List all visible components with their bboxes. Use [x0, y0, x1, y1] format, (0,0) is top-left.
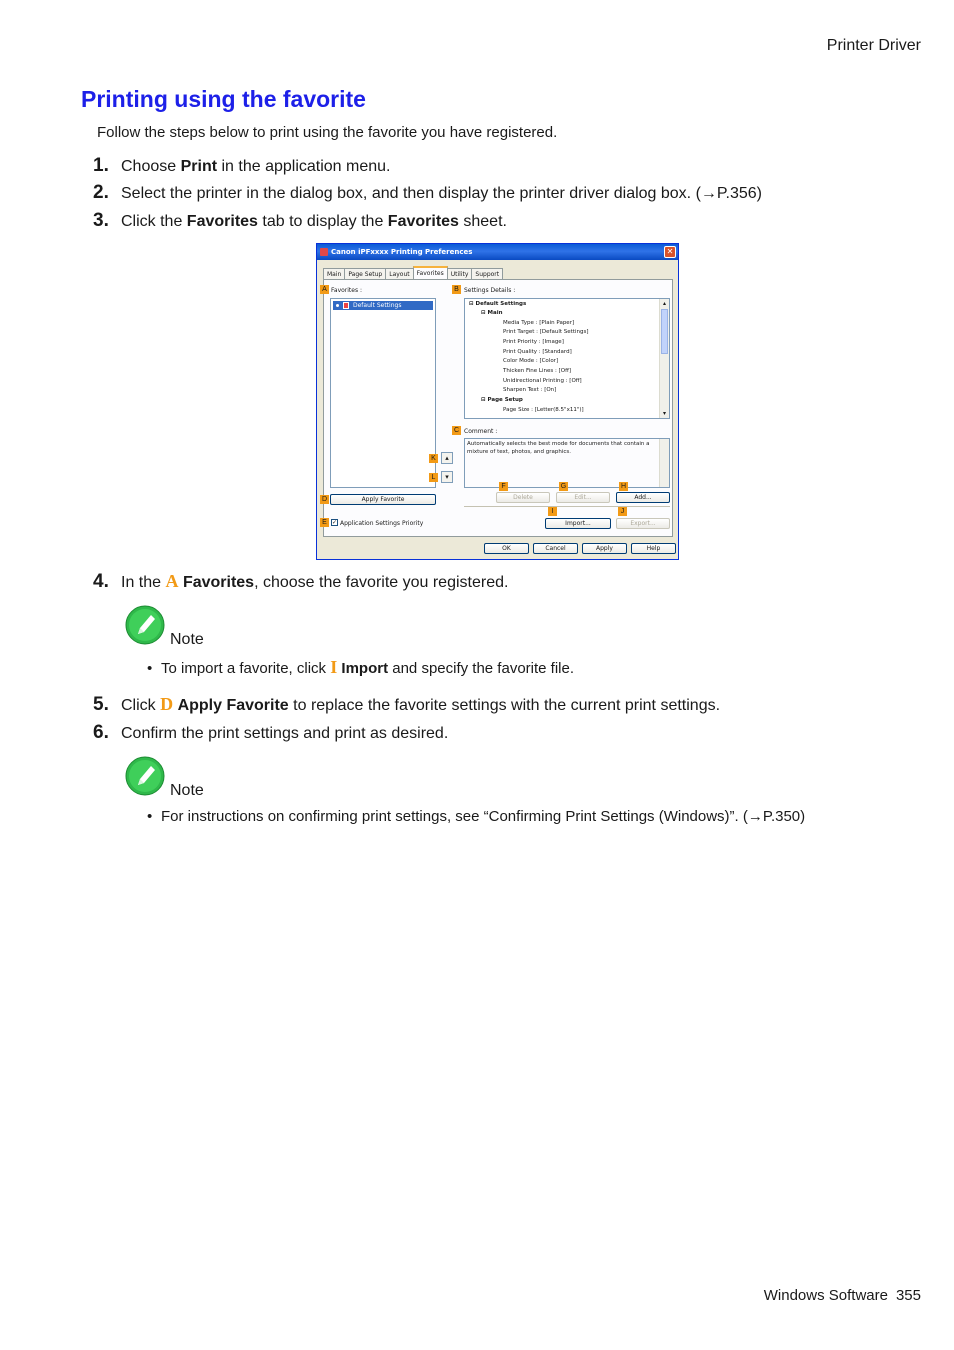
close-icon[interactable]: ✕ — [664, 246, 676, 258]
export-button[interactable]: Export... — [616, 518, 670, 529]
delete-button[interactable]: Delete — [496, 492, 550, 503]
marker-e: E — [320, 518, 329, 527]
marker-letter: D — [160, 694, 174, 714]
tab-utility[interactable]: Utility — [447, 268, 473, 280]
settings-details-tree[interactable] — [464, 298, 670, 419]
running-header: Printer Driver — [826, 37, 921, 54]
ok-button[interactable]: OK — [484, 543, 529, 554]
tree-node: Thicken Fine Lines : [Off] — [503, 368, 572, 374]
favorite-item-default[interactable]: Default Settings — [333, 301, 433, 310]
tab-support[interactable]: Support — [471, 268, 503, 280]
app-settings-priority-label: Application Settings Priority — [340, 520, 424, 527]
step-number: 5. — [93, 694, 109, 715]
step-2: 2. Select the printer in the dialog box, and then display the printer driver dialog box. (→P.356) — [93, 182, 762, 203]
edit-button[interactable]: Edit... — [556, 492, 610, 503]
step-number: 2. — [93, 182, 109, 203]
marker-letter: I — [330, 657, 338, 677]
comment-label: Comment : — [464, 428, 498, 435]
scroll-down-icon[interactable]: ▾ — [662, 410, 666, 417]
favorites-list[interactable] — [330, 298, 436, 488]
step-4: 4. In the A Favorites, choose the favorite you registered. — [93, 571, 509, 592]
step-number: 1. — [93, 155, 109, 176]
footer-section: Windows Software — [763, 1287, 888, 1304]
favorite-doc-icon — [343, 302, 349, 309]
intro-text: Follow the steps below to print using the favorite you have registered. — [97, 124, 558, 141]
apply-favorite-button[interactable]: Apply Favorite — [330, 494, 436, 505]
comment-scrollbar[interactable] — [659, 439, 669, 487]
marker-h: H — [620, 483, 627, 490]
tree-node: Print Priority : [Image] — [503, 339, 564, 345]
step-6: 6. Confirm the print settings and print as desired. — [93, 722, 449, 743]
tree-node: Unidirectional Printing : [Off] — [503, 378, 582, 384]
tab-bar — [323, 266, 502, 279]
tab-layout[interactable]: Layout — [385, 268, 413, 280]
marker-d: D — [321, 496, 328, 503]
tab-favorites[interactable]: Favorites — [413, 266, 448, 281]
marker-letter: A — [165, 571, 179, 591]
favorites-label: Favorites : — [331, 287, 363, 294]
marker-k: K — [429, 454, 438, 463]
apply-button[interactable]: Apply — [582, 543, 627, 554]
note-bullet: • To import a favorite, click I Import and specify the favorite file. — [147, 657, 575, 677]
marker-f: F — [499, 482, 508, 491]
import-button[interactable]: Import... — [545, 518, 611, 529]
tab-page-setup[interactable]: Page Setup — [344, 268, 386, 280]
note-label: Note — [170, 631, 204, 648]
add-button[interactable]: Add... — [616, 492, 670, 503]
note-pencil-icon — [125, 605, 165, 645]
tree-node: Sharpen Text : [On] — [503, 387, 557, 393]
tree-node: ⊟ Main — [481, 310, 503, 316]
note-pencil-icon — [125, 756, 165, 796]
cancel-button[interactable]: Cancel — [533, 543, 578, 554]
app-settings-priority-checkbox[interactable]: ✓ — [332, 519, 338, 526]
printer-icon — [320, 248, 328, 256]
move-up-icon: ▴ — [445, 454, 449, 462]
note-bullet: • For instructions on confirming print settings, see “Confirming Print Settings (Windows)”. (→P.350) — [147, 808, 806, 825]
marker-g: G — [560, 483, 567, 490]
tree-node: Print Quality : [Standard] — [503, 349, 572, 355]
tree-node: Print Target : [Default Settings] — [503, 329, 589, 335]
scroll-up-icon[interactable]: ▴ — [662, 300, 666, 307]
marker-l: L — [429, 473, 438, 482]
tab-main[interactable]: Main — [323, 268, 345, 280]
marker-c: C — [453, 427, 460, 434]
step-number: 6. — [93, 722, 109, 743]
marker-i: I — [548, 507, 557, 516]
move-up-button[interactable] — [441, 452, 453, 464]
scroll-thumb[interactable] — [661, 309, 668, 354]
step-5: 5. Click D Apply Favorite to replace the favorite settings with the current print settings. — [93, 694, 721, 715]
comment-box: Automatically selects the best mode for documents that contain a mixture of text, photos, and graphics. — [464, 438, 670, 488]
step-number: 3. — [93, 210, 109, 231]
move-down-button[interactable] — [441, 471, 453, 483]
tree-scrollbar[interactable] — [659, 299, 669, 418]
tree-node: ⊟ Page Setup — [481, 397, 523, 403]
favorites-sheet — [323, 279, 673, 537]
page-number: 355 — [895, 1287, 921, 1304]
settings-details-label: Settings Details : — [464, 287, 516, 294]
tree-node: Page Size : [Letter(8.5"x11")] — [503, 407, 584, 413]
help-button[interactable]: Help — [631, 543, 676, 554]
marker-b: B — [452, 285, 461, 294]
step-1: 1. Choose Print in the application menu. — [93, 155, 391, 176]
step-number: 4. — [93, 571, 109, 592]
tree-node: Media Type : [Plain Paper] — [503, 320, 575, 326]
note-label: Note — [170, 782, 204, 799]
dialog-titlebar — [317, 244, 678, 260]
marker-a: A — [320, 285, 329, 294]
tree-node: ⊟ Default Settings — [469, 301, 527, 307]
tree-node: Color Mode : [Color] — [503, 358, 559, 364]
page-footer — [756, 1287, 921, 1304]
move-down-icon: ▾ — [445, 473, 449, 481]
dialog-title: Canon iPFxxxx Printing Preferences — [331, 248, 473, 256]
step-3: 3. Click the Favorites tab to display the Favorites sheet. — [93, 210, 507, 231]
selected-dot-icon — [336, 304, 339, 307]
page-title: Printing using the favorite — [81, 86, 366, 112]
printing-preferences-dialog — [316, 243, 679, 560]
separator — [464, 506, 670, 507]
marker-j: J — [618, 507, 627, 516]
